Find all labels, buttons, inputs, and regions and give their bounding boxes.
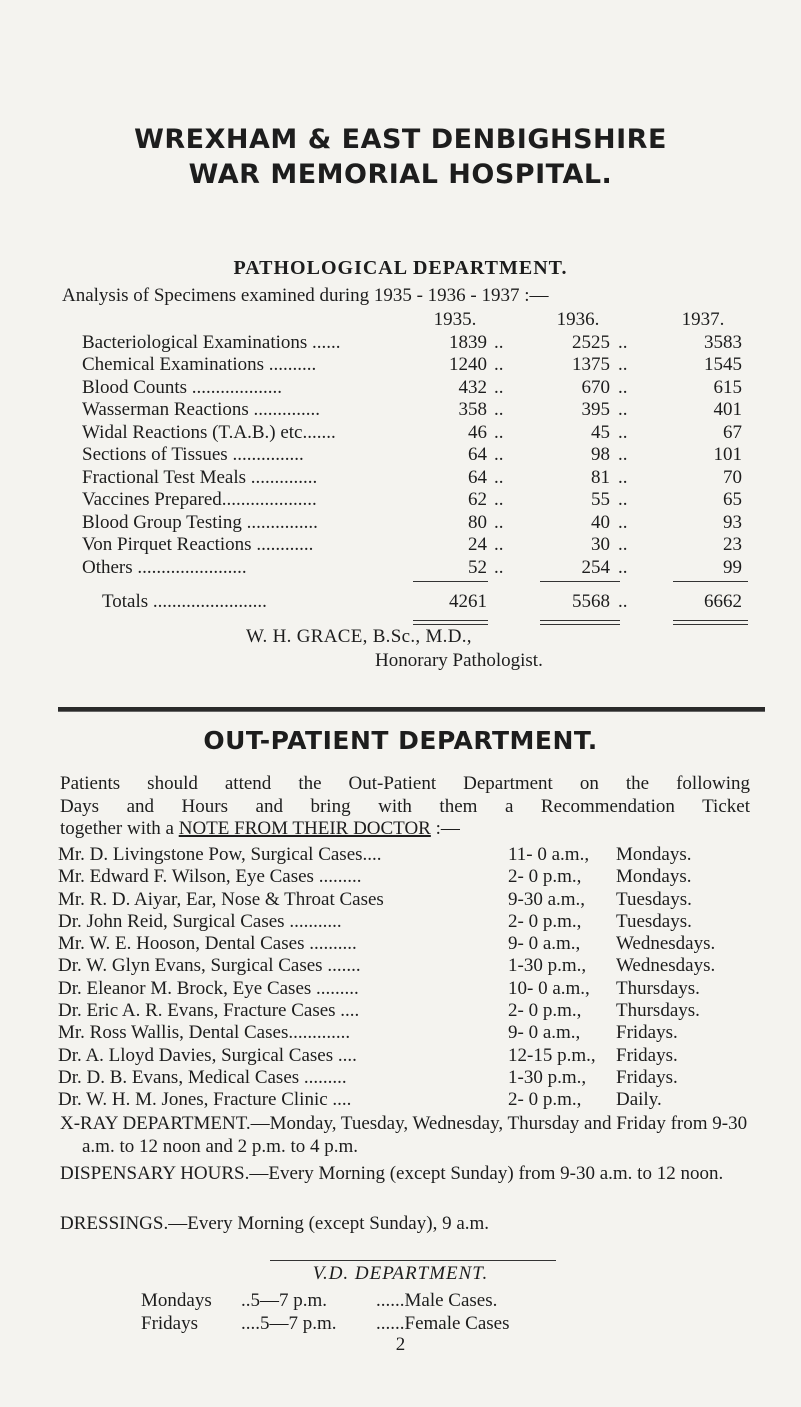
dressings-text: DRESSINGS.—Every Morning (except Sunday), 9 a.m. — [60, 1213, 490, 1234]
year-header-row — [82, 309, 742, 332]
value-1936: 30 — [591, 534, 610, 555]
instruction-line: Days and Hours and bring with them a Recommendation Ticket — [60, 795, 750, 817]
specimen-label: Blood Group Testing ............... — [82, 511, 318, 533]
value-1935: 1839 — [449, 331, 487, 353]
separator: .. — [618, 444, 628, 465]
total-rule-1936 — [540, 581, 620, 582]
vd-day: Mondays — [141, 1290, 212, 1311]
clinic-time: 1-30 p.m., — [508, 955, 587, 977]
value-1936: 55 — [591, 489, 610, 510]
dressings-hours — [60, 1213, 760, 1236]
clinic-time: 10- 0 a.m., — [508, 977, 590, 999]
clinic-name: Mr. R. D. Aiyar, Ear, Nose & Throat Cases — [58, 888, 384, 910]
outpatient-instructions — [60, 773, 750, 841]
clinic-time: 2- 0 p.m., — [508, 910, 582, 932]
clinic-day: Fridays. — [616, 1044, 678, 1066]
value-1937: 401 — [713, 399, 742, 420]
separator: .. — [618, 421, 628, 443]
clinic-row — [58, 844, 758, 866]
clinic-day: Daily. — [616, 1089, 662, 1111]
specimen-label: Fractional Test Meals .............. — [82, 466, 318, 488]
outpatient-title: OUT-PATIENT DEPARTMENT. — [203, 726, 598, 755]
clinic-name: Dr. A. Lloyd Davies, Surgical Cases .... — [58, 1044, 357, 1066]
clinic-day: Wednesdays. — [616, 955, 716, 977]
year-1935: 1935. — [433, 309, 477, 330]
value-1935: 24 — [468, 534, 487, 555]
separator: .. — [618, 354, 628, 375]
instruction-text: together with a — [60, 818, 179, 839]
value-1935: 432 — [458, 376, 487, 398]
separator: .. — [618, 331, 628, 353]
specimen-label: Von Pirquet Reactions ............ — [82, 534, 314, 555]
clinic-day: Thursdays. — [616, 977, 700, 999]
clinic-row — [58, 1022, 758, 1044]
clinic-time: 9- 0 a.m., — [508, 933, 581, 955]
clinic-name: Dr. W. H. M. Jones, Fracture Clinic .... — [58, 1089, 352, 1111]
value-1937: 65 — [723, 489, 742, 510]
section-divider — [58, 707, 765, 712]
pathology-row — [82, 512, 742, 535]
value-1936: 40 — [591, 511, 610, 533]
pathology-row — [82, 377, 742, 400]
clinic-day: Tuesdays. — [616, 888, 692, 910]
vd-title: V.D. DEPARTMENT. — [312, 1263, 489, 1284]
separator: .. — [618, 466, 628, 488]
total-rule-1937 — [673, 581, 748, 582]
clinic-row — [58, 1067, 758, 1089]
doctor-note-emphasis: NOTE FROM THEIR DOCTOR — [178, 818, 431, 839]
separator: .. — [618, 556, 628, 578]
separator: .. — [494, 376, 504, 398]
double-rule-1937 — [673, 620, 748, 625]
totals-row — [82, 591, 742, 614]
separator: .. — [494, 466, 504, 488]
separator: .. — [618, 591, 628, 612]
total-rule-1935 — [413, 581, 488, 582]
clinic-day: Thursdays. — [616, 1000, 700, 1022]
pathology-title: PATHOLOGICAL DEPARTMENT. — [233, 257, 568, 279]
separator: .. — [494, 556, 504, 578]
separator: .. — [494, 354, 504, 375]
clinic-time: 9-30 a.m., — [508, 888, 586, 910]
value-1937: 101 — [713, 444, 742, 465]
clinic-name: Dr. Eleanor M. Brock, Eye Cases ......... — [58, 977, 359, 999]
clinic-day: Mondays. — [616, 866, 692, 888]
clinic-row — [58, 889, 758, 911]
dispensary-text: DISPENSARY HOURS.—Every Morning (except Sunday) from 9-30 a.m. to 12 noon. — [60, 1163, 724, 1184]
separator: .. — [494, 444, 504, 465]
clinic-time: 2- 0 p.m., — [508, 1089, 582, 1111]
instruction-line: Patients should attend the Out-Patient Department on the following — [60, 773, 750, 794]
value-1936: 1375 — [572, 354, 610, 375]
clinic-row — [58, 911, 758, 933]
pathology-row — [82, 422, 742, 445]
specimen-label: Sections of Tissues ............... — [82, 444, 304, 465]
clinic-row — [58, 955, 758, 977]
clinic-name: Dr. D. B. Evans, Medical Cases ......... — [58, 1066, 347, 1088]
separator: .. — [494, 421, 504, 443]
clinic-time: 1-30 p.m., — [508, 1066, 587, 1088]
clinic-time: 2- 0 p.m., — [508, 1000, 582, 1022]
vd-cases: ......Male Cases. — [376, 1290, 498, 1311]
separator: .. — [494, 511, 504, 533]
value-1936: 670 — [581, 376, 610, 398]
value-1935: 62 — [468, 489, 487, 510]
clinic-name: Dr. Eric A. R. Evans, Fracture Cases .... — [58, 1000, 360, 1022]
clinic-row — [58, 866, 758, 888]
total-1935: 4261 — [449, 591, 487, 612]
pathology-rows — [82, 332, 742, 580]
pathology-row — [82, 489, 742, 512]
page-number: 2 — [395, 1334, 406, 1355]
pathology-row — [82, 467, 742, 490]
specimen-label: Widal Reactions (T.A.B.) etc....... — [82, 421, 336, 443]
vd-schedule — [141, 1290, 701, 1335]
value-1937: 1545 — [704, 354, 742, 375]
xray-hours — [60, 1113, 760, 1158]
clinic-time: 11- 0 a.m., — [508, 844, 590, 865]
hospital-name-line2: WAR MEMORIAL HOSPITAL. — [188, 159, 613, 190]
clinic-day: Mondays. — [616, 844, 692, 865]
value-1936: 395 — [581, 399, 610, 420]
vd-day: Fridays — [141, 1312, 198, 1334]
value-1936: 45 — [591, 421, 610, 443]
pathology-row — [82, 534, 742, 557]
vd-divider — [270, 1260, 556, 1261]
vd-time: ....5—7 p.m. — [241, 1312, 337, 1334]
separator: .. — [618, 376, 628, 398]
value-1937: 99 — [723, 556, 742, 578]
value-1935: 64 — [468, 466, 487, 488]
clinic-name: Mr. D. Livingstone Pow, Surgical Cases.... — [58, 844, 382, 865]
value-1937: 3583 — [704, 331, 742, 353]
specimen-label: Chemical Examinations .......... — [82, 354, 317, 375]
pathology-row — [82, 354, 742, 377]
instruction-line — [60, 818, 750, 841]
double-rule-1935 — [413, 620, 488, 625]
clinic-time: 9- 0 a.m., — [508, 1022, 581, 1044]
total-1936: 5568 — [572, 591, 610, 612]
clinic-name: Mr. W. E. Hooson, Dental Cases .......... — [58, 933, 357, 955]
value-1935: 46 — [468, 421, 487, 443]
total-1937: 6662 — [704, 591, 742, 612]
specimen-label: Others ....................... — [82, 556, 247, 578]
separator: .. — [618, 399, 628, 420]
clinic-day: Wednesdays. — [616, 933, 716, 955]
dispensary-hours — [60, 1163, 760, 1186]
vd-cases: ......Female Cases — [376, 1312, 510, 1334]
value-1935: 1240 — [449, 354, 487, 375]
instruction-text: :— — [430, 818, 460, 839]
clinic-schedule — [58, 844, 758, 1112]
separator: .. — [494, 534, 504, 555]
separator: .. — [494, 489, 504, 510]
value-1936: 254 — [581, 556, 610, 578]
pathologist-title: Honorary Pathologist. — [375, 650, 543, 671]
pathology-table — [82, 309, 742, 579]
pathology-row — [82, 332, 742, 355]
vd-row — [141, 1313, 701, 1336]
clinic-row — [58, 1045, 758, 1067]
value-1936: 81 — [591, 466, 610, 488]
pathology-intro: Analysis of Specimens examined during 1935 - 1936 - 1937 :— — [62, 285, 549, 306]
clinic-time: 12-15 p.m., — [508, 1044, 596, 1066]
value-1935: 358 — [458, 399, 487, 420]
clinic-day: Fridays. — [616, 1066, 678, 1088]
vd-row — [141, 1290, 701, 1313]
specimen-label: Bacteriological Examinations ...... — [82, 331, 341, 353]
specimen-label: Vaccines Prepared.................... — [82, 489, 317, 510]
value-1936: 98 — [591, 444, 610, 465]
clinic-row — [58, 1089, 758, 1111]
separator: .. — [618, 489, 628, 510]
clinic-day: Fridays. — [616, 1022, 678, 1044]
clinic-name: Mr. Edward F. Wilson, Eye Cases ......... — [58, 866, 362, 888]
clinic-name: Dr. W. Glyn Evans, Surgical Cases ....... — [58, 955, 361, 977]
clinic-name: Mr. Ross Wallis, Dental Cases............. — [58, 1022, 351, 1044]
clinic-name: Dr. John Reid, Surgical Cases ........... — [58, 910, 342, 932]
hospital-name-line1: WREXHAM & EAST DENBIGHSHIRE — [134, 124, 667, 155]
value-1937: 67 — [723, 421, 742, 443]
value-1935: 52 — [468, 556, 487, 578]
xray-text: X-RAY DEPARTMENT.—Monday, Tuesday, Wednesday, Thursday and Friday from 9-30 a.m. to 12 noon and 2 p.m. to 4 p.m. — [60, 1113, 748, 1157]
separator: .. — [618, 511, 628, 533]
value-1936: 2525 — [572, 331, 610, 353]
separator: .. — [494, 331, 504, 353]
totals-label: Totals ........................ — [102, 591, 267, 612]
clinic-row — [58, 933, 758, 955]
pathology-row — [82, 444, 742, 467]
year-1937: 1937. — [681, 309, 725, 330]
clinic-row — [58, 1000, 758, 1022]
value-1935: 64 — [468, 444, 487, 465]
specimen-label: Wasserman Reactions .............. — [82, 399, 321, 420]
clinic-row — [58, 978, 758, 1000]
pathology-row — [82, 557, 742, 580]
value-1935: 80 — [468, 511, 487, 533]
clinic-day: Tuesdays. — [616, 910, 692, 932]
double-rule-1936 — [540, 620, 620, 625]
separator: .. — [618, 534, 628, 555]
pathologist-name: W. H. GRACE, B.Sc., M.D., — [246, 626, 472, 647]
pathology-row — [82, 399, 742, 422]
value-1937: 93 — [723, 511, 742, 533]
vd-time: ..5—7 p.m. — [241, 1290, 328, 1311]
specimen-label: Blood Counts ................... — [82, 376, 283, 398]
separator: .. — [494, 399, 504, 420]
value-1937: 70 — [723, 466, 742, 488]
value-1937: 23 — [723, 534, 742, 555]
year-1936: 1936. — [556, 309, 600, 330]
clinic-time: 2- 0 p.m., — [508, 866, 582, 888]
value-1937: 615 — [713, 376, 742, 398]
